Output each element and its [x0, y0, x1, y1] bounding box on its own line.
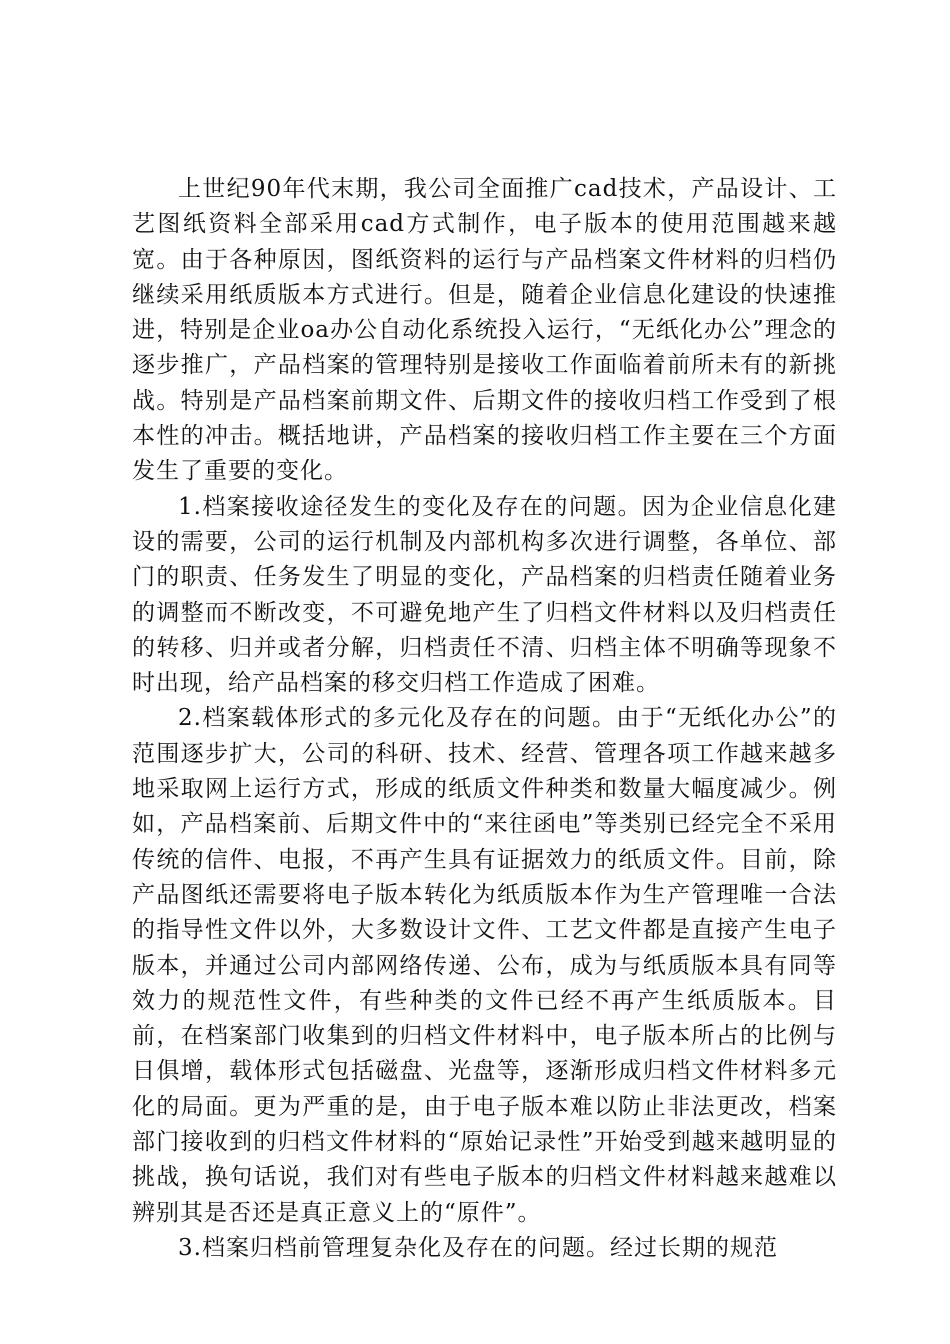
paragraph-point-3: 3.档案归档前管理复杂化及存在的问题。经过长期的规范: [178, 1234, 778, 1261]
paragraph-intro: 上世纪90年代末期，我公司全面推广cad技术，产品设计、工艺图纸资料全部采用cad方式制作，电子版本的使用范围越来越宽。由于各种原因，图纸资料的运行与产品档案文件材料的归档仍继续采用纸质版本方式进行。但是，随着企业信息化建设的快速推进，特别是企业oa办公自动化系统投入运行，“无纸化办公”理念的逐步推广，产品档案的管理特别是接收工作面临着前所未有的新挑战。特别是产品档案前期文件、后期文件的接收归档工作受到了根本性的冲击。概括地讲，产品档案的接收归档工作主要在三个方面发生了重要的变化。: [132, 176, 837, 485]
paragraph-point-2: 2.档案载体形式的多元化及存在的问题。由于“无纸化办公”的范围逐步扩大，公司的科研、技术、经营、管理各项工作越来越多地采取网上运行方式，形成的纸质文件种类和数量大幅度减少。例如，产品档案前、后期文件中的“来往函电”等类别已经完全不采用传统的信件、电报，不再产生具有证据效力的纸质文件。目前，除产品图纸还需要将电子版本转化为纸质版本作为生产管理唯一合法的指导性文件以外，大多数设计文件、工艺文件都是直接产生电子版本，并通过公司内部网络传递、公布，成为与纸质版本具有同等效力的规范性文件，有些种类的文件已经不再产生纸质版本。目前，在档案部门收集到的归档文件材料中，电子版本所占的比例与日俱增，载体形式包括磁盘、光盘等，逐渐形成归档文件材料多元化的局面。更为严重的是，由于电子版本难以防止非法更改，档案部门接收到的归档文件材料的“原始记录性”开始受到越来越明显的挑战，换句话说，我们对有些电子版本的归档文件材料越来越难以辨别其是否还是真正意义上的“原件”。: [132, 705, 837, 1226]
document-body: [132, 172, 837, 1266]
paragraph-point-1: 1.档案接收途径发生的变化及存在的问题。因为企业信息化建设的需要，公司的运行机制及内部机构多次进行调整，各单位、部门的职责、任务发生了明显的变化，产品档案的归档责任随着业务的调整而不断改变，不可避免地产生了归档文件材料以及归档责任的转移、归并或者分解，归档责任不清、归档主体不明确等现象不时出现，给产品档案的移交归档工作造成了困难。: [132, 493, 837, 697]
